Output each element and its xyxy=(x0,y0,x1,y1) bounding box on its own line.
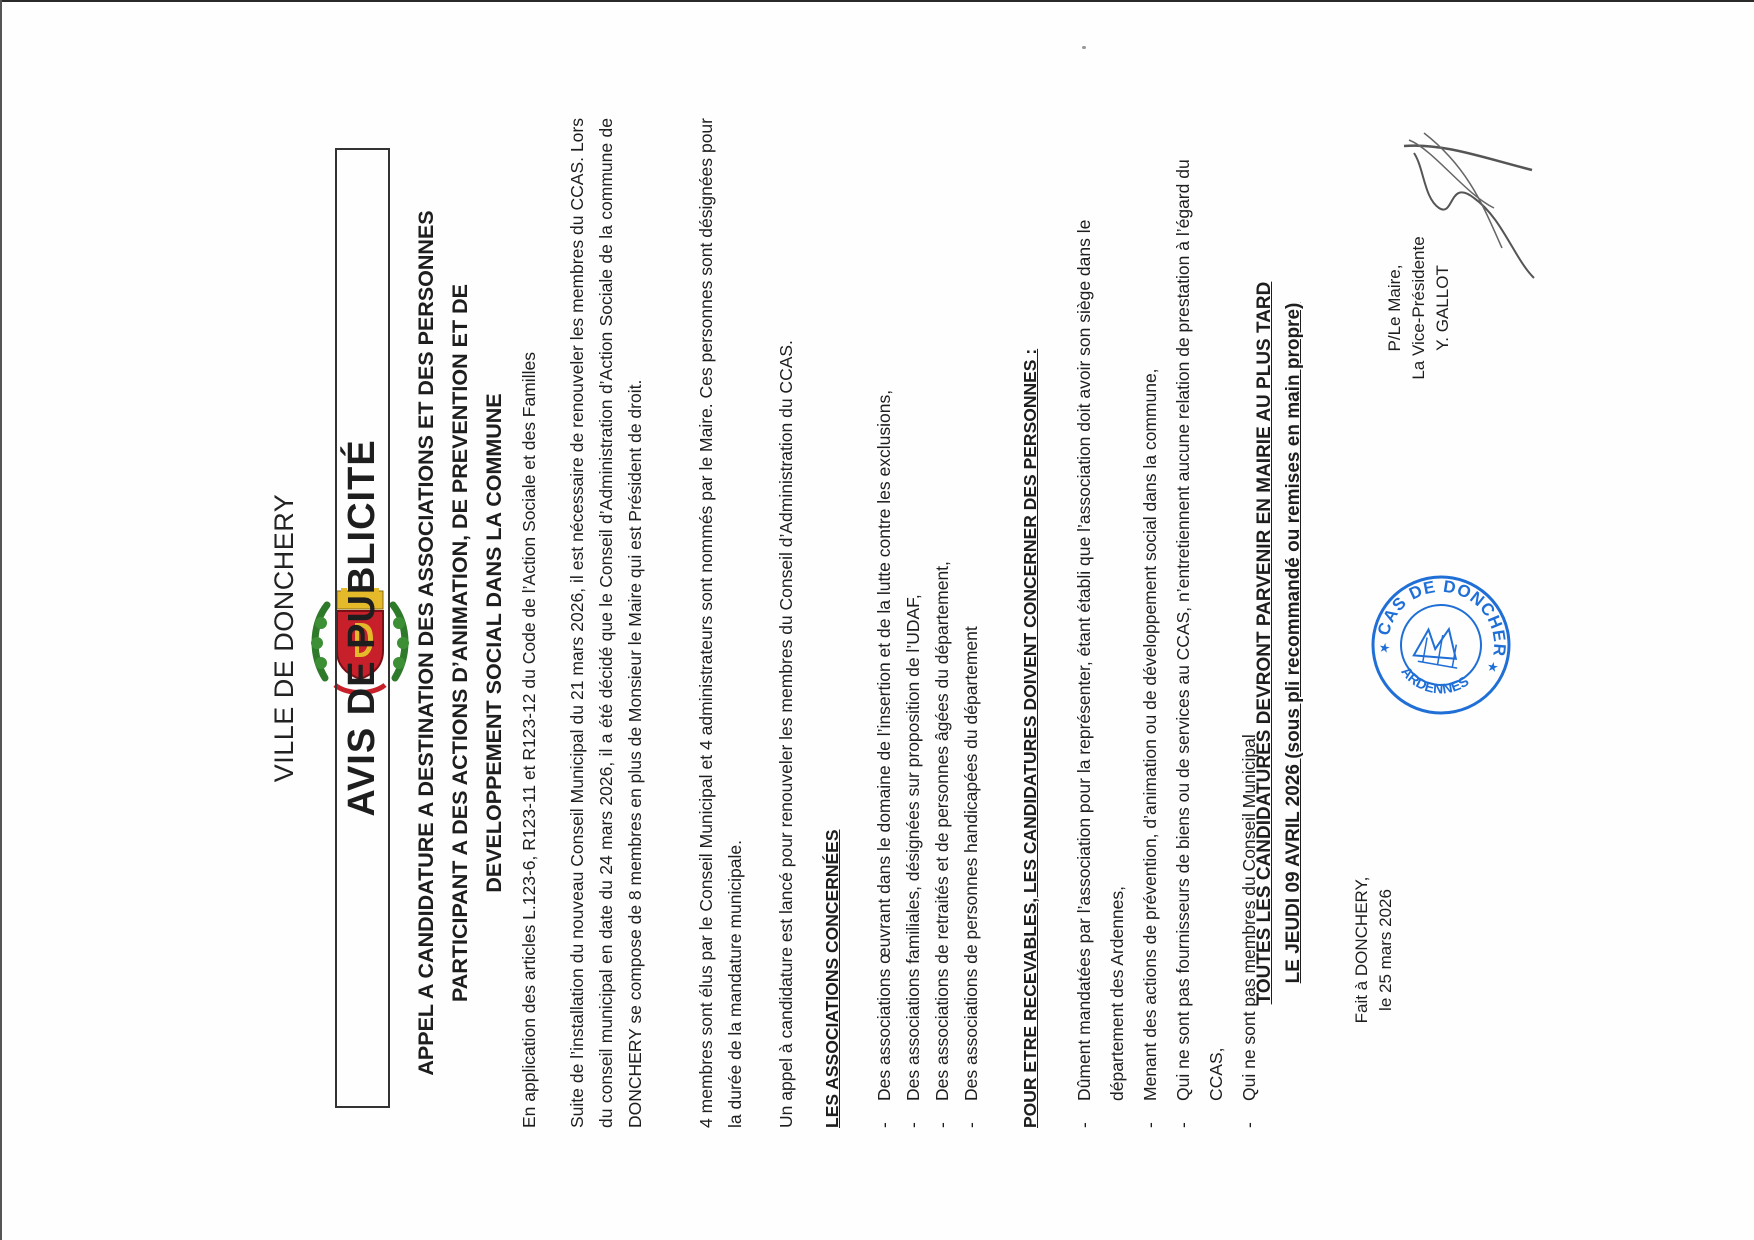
signer-line-1: P/Le Maire, xyxy=(1385,264,1404,352)
deadline-notice xyxy=(1250,88,1308,1198)
associations-list xyxy=(870,128,986,1128)
call-paragraph: Un appel à candidature est lancé pour renouveler les membres du Conseil d’Administration du CCAS. xyxy=(776,340,796,1128)
list-item: - Des associations œuvrant dans le domaine de l’insertion et de la lutte contre les exclusions, xyxy=(870,128,899,1128)
notice-title: AVIS DE PUBLICITÉ xyxy=(341,439,383,817)
list-item: - Dûment mandatées par l’association pour la représenter, étant établi que l’association doit avoir son siège dans le département des Ardennes, xyxy=(1068,128,1134,1128)
scan-top-edge xyxy=(0,0,1754,2)
svg-text:★: ★ xyxy=(1485,659,1500,677)
headline-line-1: APPEL A CANDIDATURE A DESTINATION DES ASSOCIATIONS ET DES PERSONNES xyxy=(414,210,438,1076)
handwritten-signature xyxy=(1384,108,1544,318)
svg-text:★: ★ xyxy=(1377,640,1392,658)
place-text: Fait à DONCHERY, xyxy=(1352,876,1371,1024)
list-item: - Qui ne sont pas fournisseurs de biens ou de services au CCAS, n’entretiennent aucune relation de prestation à l’égard du CCAS, xyxy=(1167,128,1233,1128)
list-item: - Qui ne sont pas membres du Conseil Municipal xyxy=(1233,128,1266,1128)
scan-left-edge xyxy=(0,0,2,1240)
stamp-bottom-text: ARDENNES xyxy=(1398,663,1472,697)
headline-line-2: PARTICIPANT A DES ACTIONS D’ANIMATION, DE PREVENTION ET DE xyxy=(448,284,472,1002)
deadline-line-2: LE JEUDI 09 AVRIL 2026 (sous pli recommandé ou remises en main propre) xyxy=(1283,302,1304,984)
document-page xyxy=(250,78,1750,1198)
list-item: - Menant des actions de prévention, d’animation ou de développement social dans la commune, xyxy=(1134,128,1167,1128)
list-item: - Des associations de retraités et de personnes âgées du département, xyxy=(928,128,957,1128)
signer-line-2: La Vice-Présidente xyxy=(1409,236,1428,380)
requirements-list xyxy=(1068,128,1266,1128)
list-item: - Des associations familiales, désignées sur proposition de l’UDAF, xyxy=(899,128,928,1128)
scan-speck xyxy=(1082,46,1086,49)
associations-section-title: LES ASSOCIATIONS CONCERNÉES xyxy=(822,829,842,1128)
deadline-line-1: TOUTES LES CANDIDATURES DEVRONT PARVENIR EN MAIRIE AU PLUS TARD xyxy=(1254,281,1275,1005)
requirements-section-title: POUR ETRE RECEVABLES, LES CANDIDATURES DOIVENT CONCERNER DES PERSONNES : xyxy=(1020,348,1040,1128)
headline-line-3: DEVELOPPEMENT SOCIAL DANS LA COMMUNE xyxy=(482,393,506,893)
members-paragraph: 4 membres sont élus par le Conseil Municipal et 4 administrateurs sont nommés par le Maire. Ces personnes sont désignées pour la durée de la mandature municipale. xyxy=(696,118,745,1128)
place-and-date xyxy=(1350,850,1398,1050)
list-item: - Des associations de personnes handicapées du département xyxy=(957,128,986,1128)
date-text: le 25 mars 2026 xyxy=(1376,889,1395,1011)
signer-line-3: Y. GALLOT xyxy=(1433,265,1452,351)
installation-paragraph: Suite de l’installation du nouveau Conseil Municipal du 21 mars 2026, il est nécessaire de renouveler les membres du CCAS. Lors du conseil municipal en date du 24 mars 2026, il a été décidé que le Conseil d’Administration d’Action Sociale de la commune de DONCHERY se compose de 8 membres en plus de Monsieur le Maire qui est Président de droit. xyxy=(567,118,645,1128)
legal-basis-paragraph: En application des articles L.123-6, R123-11 et R123-12 du Code de l’Action Sociale et des Familles xyxy=(519,352,539,1128)
city-name: VILLE DE DONCHERY xyxy=(269,493,299,783)
ccas-stamp xyxy=(1366,570,1516,720)
stamp-top-text: CCAS DE DONCHERY xyxy=(1373,576,1510,658)
svg-text:ARDENNES xyxy=(1395,662,1473,703)
notice-headline xyxy=(409,103,511,1183)
notice-title-box xyxy=(335,148,390,1108)
